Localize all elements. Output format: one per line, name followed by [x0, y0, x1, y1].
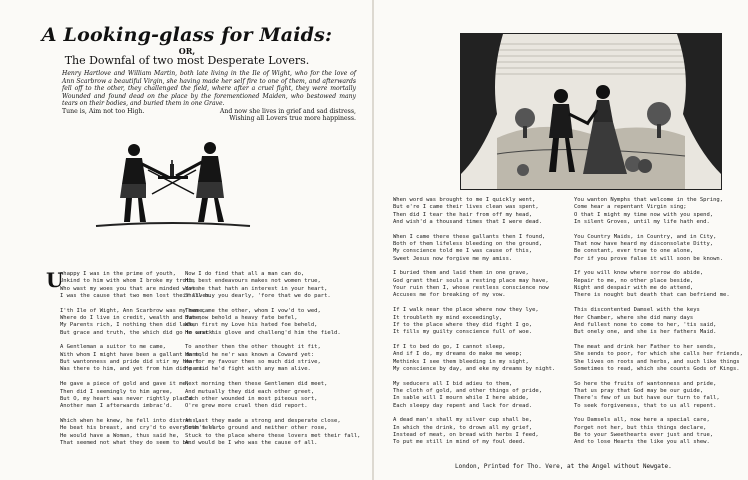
verse-line: He beat his breast, and cry'd to every man's ear,	[60, 425, 223, 432]
verse-line: You Damsels all, now here a special care,	[574, 417, 710, 424]
verse-line: A Gentleman a suitor to me came,	[60, 344, 166, 351]
verse-line	[393, 410, 565, 417]
verse-line: But onely one, and she is her fathers Maid.	[574, 329, 717, 336]
verse-line: It fills my guilty conscience full of woe.	[393, 329, 533, 336]
verse-line: You Country Maids, in Country, and in City,	[574, 233, 717, 240]
verse-line: My Parents rich, I nothing then did lack,	[60, 322, 196, 329]
verse-column-1	[60, 271, 223, 447]
verse-line: It troubleth my mind exceedingly,	[393, 314, 503, 321]
motto-line: And now she lives in grief and sad distress,	[219, 108, 356, 115]
verse-line	[185, 300, 345, 307]
verse-line: Be constant, ever true to one alone,	[574, 248, 694, 255]
verse-line: O're grew more cruel then did report.	[185, 403, 308, 410]
verse-line: And if I do, my dreams do make me weep;	[393, 351, 523, 358]
verse-line	[574, 337, 736, 344]
verse-column-4	[574, 197, 743, 447]
verse-line: Another man I afterwards imbrac'd.	[60, 403, 173, 410]
verse-line: The cloth of gold, and other things of pride,	[393, 387, 543, 394]
verse-line: If you will know where sorrow do abide,	[574, 270, 704, 277]
verse-line: But wantonness and pride did stir my heart	[60, 359, 200, 366]
verse-line: This discontented Damsel with the keys	[574, 307, 700, 314]
verse-line: Your ruin then I, whose restless conscience now	[393, 285, 549, 292]
verse-line: He told he ne'r was known a Coward yet:	[185, 351, 315, 358]
verse-line	[393, 373, 565, 380]
lovers-woodcut-image	[461, 34, 721, 189]
verse-line: Unkind to him with whom I broke my troth,	[60, 278, 196, 285]
verse-line: When I came there these gallants then I found,	[393, 233, 546, 240]
verse-line: You wanton Nymphs that welcome in the Spring,	[574, 197, 724, 203]
verse-line: But O, my heart was never rightly plac'd	[60, 395, 193, 402]
verse-line: Both of them lifeless bleeding on the ground,	[393, 241, 543, 248]
verse-line	[393, 226, 565, 233]
verse-line	[574, 410, 736, 417]
motto	[212, 108, 356, 123]
verse-line	[393, 337, 565, 344]
verse-line: He cast his glove and challeng'd him the field.	[185, 329, 341, 336]
verse-line: If to the place where they did fight I go,	[393, 321, 533, 328]
verse-line: Who wast my woes you that are minded wives	[60, 285, 200, 292]
verse-line: She lives on roots and herbs, and such like things	[574, 358, 740, 365]
verse-line	[60, 300, 178, 307]
verse-line: nhappy I was in the prime of youth,	[60, 271, 176, 277]
verse-line	[185, 411, 345, 418]
duellists-woodcut-image	[92, 136, 254, 230]
lovers-woodcut	[460, 33, 722, 190]
verse-line: Night and despair with me do attend,	[574, 285, 694, 292]
verse-line: Which when he knew, he fell into distress,	[60, 417, 200, 424]
verse-line	[60, 411, 178, 418]
verse-line: Her Chamber, where she did many days	[574, 314, 694, 321]
verse-line: If I walk near the place where now they lye,	[393, 307, 539, 314]
verse-line: Each sleepy day repent and lack for dread.	[393, 402, 533, 409]
verse-line	[60, 374, 178, 381]
verse-line: In silent Groves, until my life hath end.	[574, 219, 710, 226]
verse-line: So here the fruits of wantonness and pride,	[574, 380, 717, 387]
verse-line: For if you prove false it will soon be known.	[574, 255, 724, 262]
verse-line: That seemed not what they do seem to be.	[60, 439, 193, 446]
verse-line: There's few of us but have our turn to fall,	[574, 395, 720, 402]
motto-line: Wishing all Lovers true more happiness.	[229, 115, 356, 123]
verse-line: But e're I came their lives clean was spent,	[393, 204, 539, 211]
verse-line: Stuck to the place where these lovers met their fall,	[185, 432, 361, 439]
verse-line	[574, 226, 736, 233]
verse-line: At last they made a strong and desperate close,	[185, 417, 341, 424]
verse-line	[60, 337, 178, 344]
verse-line: Be to your Sweethearts ever just and true,	[574, 432, 714, 438]
verse-line: To put me still in mind of my foul deed.	[393, 439, 526, 446]
broadside-title: A Looking-glass for Maids:	[41, 24, 333, 46]
verse-line: His best endeavours makes not women true,	[185, 278, 321, 285]
verse-column-3	[393, 197, 565, 447]
verse-line: But grace and truth, the which did go to wrack.	[60, 329, 216, 336]
verse-line: Repair to me, no other place beside,	[574, 277, 694, 284]
introduction-paragraph: Henry Hartlove and William Martin, both late living in the Ile of Wight, who for the love of Ann Scarbrow a beautiful Virgin, she having made her self fire to one of them, and afterwards fell off to the other, they challenged the field, where after a cruel fight, they were mortally Wounded and found dead on the place by the forementioned Maiden, who bestowed many tears on their bodies, and buried them in one Grave.	[62, 70, 356, 108]
verse-line: In sable will I mourn while I here abide,	[393, 395, 529, 402]
title-or: OR,	[178, 46, 196, 56]
verse-line: Forget not her, but this things declare,	[574, 424, 707, 431]
verse-line: But now behold a heavy fate befel,	[185, 315, 298, 322]
verse-line: Shall buy you dearly, 'fore that we do part.	[185, 293, 331, 300]
verse-line	[574, 263, 736, 270]
duellists-woodcut	[92, 136, 254, 230]
verse-line: To another then the other thought it fit,	[185, 344, 321, 351]
verse-line: My seducers all I bid adieu to them,	[393, 380, 513, 387]
verse-line: He would have a Woman, thus said he,	[60, 432, 180, 439]
verse-line: Then came the other, whom I vow'd to wed,	[185, 307, 321, 314]
verse-line: With whom I might have been a gallant dame,	[60, 351, 203, 358]
verse-line: I was the cause that two men lost their lives.	[60, 293, 213, 300]
verse-line: Instead of meat, on bread with herbs I feed,	[393, 432, 539, 438]
verse-line: In which the drink, to drown all my grief,	[393, 424, 533, 431]
verse-line: When word was brought to me I quickly went,	[393, 197, 536, 203]
verse-line: And fullest none to come to her, 'tis said,	[574, 321, 717, 328]
verse-line: There is nought but death that can befriend me.	[574, 292, 730, 299]
verse-line: And mutually they did each other greet,	[185, 388, 315, 395]
verse-line: He said he'd fight with any man alive.	[185, 366, 311, 373]
verse-line: Then did I seemingly to him agree,	[60, 388, 173, 395]
verse-line: To seek forgiveness, that to us all repent.	[574, 402, 717, 409]
verse-line: He gave a piece of gold and gave it me,	[60, 381, 190, 388]
verse-line: She sends to poor, for which she calls her friends,	[574, 351, 743, 358]
verse-line: Now I do find that all a man can do,	[185, 271, 305, 277]
verse-line: Then did I tear the hair from off my head,	[393, 211, 533, 218]
verse-line	[393, 263, 565, 270]
verse-line	[393, 300, 565, 307]
verse-line: The meat and drink her Father to her sends,	[574, 343, 717, 350]
drop-capital: U	[46, 268, 64, 292]
tune-line: Tune is, Aim not too High.	[62, 108, 145, 115]
verse-line: Both fell to ground and neither other rose,	[185, 425, 328, 432]
verse-line	[185, 337, 345, 344]
verse-line: Yet he that hath an interest in your heart,	[185, 285, 328, 292]
verse-line: I buried them and laid them in one grave,	[393, 270, 529, 277]
verse-line: A dead man's shall my silver cup shall be,	[393, 417, 533, 424]
verse-line: And would be I who was the cause of all.	[185, 439, 318, 446]
verse-line: Methinks I see them bleeding in my sight,	[393, 358, 529, 365]
verse-line: He for my favour then so much did strive,	[185, 359, 321, 366]
printer-imprint: London, Printed for Tho. Vere, at the Angel without Newgate.	[455, 463, 672, 470]
verse-line: Accuses me for breaking of my vow.	[393, 292, 506, 299]
verse-line	[574, 300, 736, 307]
verse-line: Was there to him, and yet from him did part.	[60, 366, 206, 373]
verse-line: Come hear a repentant Virgin sing;	[574, 204, 687, 211]
verse-line: O that I might my time now with you spend,	[574, 211, 714, 218]
verse-line: And wish'd a thousand times that I were dead.	[393, 219, 543, 226]
verse-line: That now have heard my disconsolate Ditty,	[574, 241, 714, 248]
verse-line: If I to bed do go, I cannot sleep,	[393, 343, 506, 350]
broadside-subtitle: The Downfal of two most Desperate Lovers.	[64, 54, 310, 67]
verse-line: God grant their souls a resting place may have,	[393, 277, 549, 284]
verse-line: When first my Love his hated foe beheld,	[185, 322, 318, 329]
verse-column-2	[185, 271, 361, 447]
verse-line: And to lose Hearts the like you all shew.	[574, 439, 710, 446]
verse-line: I'th Ile of Wight, Ann Scarbrow was my name,	[60, 307, 206, 314]
verse-line: Where do I live in credit, wealth and fame,	[60, 315, 203, 322]
verse-line: Next morning then these Gentlemen did meet,	[185, 381, 328, 388]
verse-line	[574, 373, 736, 380]
verse-line: My conscience by day, and eke my dreams by night.	[393, 365, 556, 372]
verse-line	[185, 374, 345, 381]
verse-line: Each other wounded in most piteous sort,	[185, 395, 318, 402]
verse-line: Sometimes to read, which she counts Gods of Kings.	[574, 365, 740, 372]
verse-line: That us pray that God may be our guide,	[574, 387, 704, 394]
verse-line: Sweet Jesus now forgive me my amiss.	[393, 255, 513, 262]
verse-line: My conscience told me I was cause of this,	[393, 248, 533, 255]
